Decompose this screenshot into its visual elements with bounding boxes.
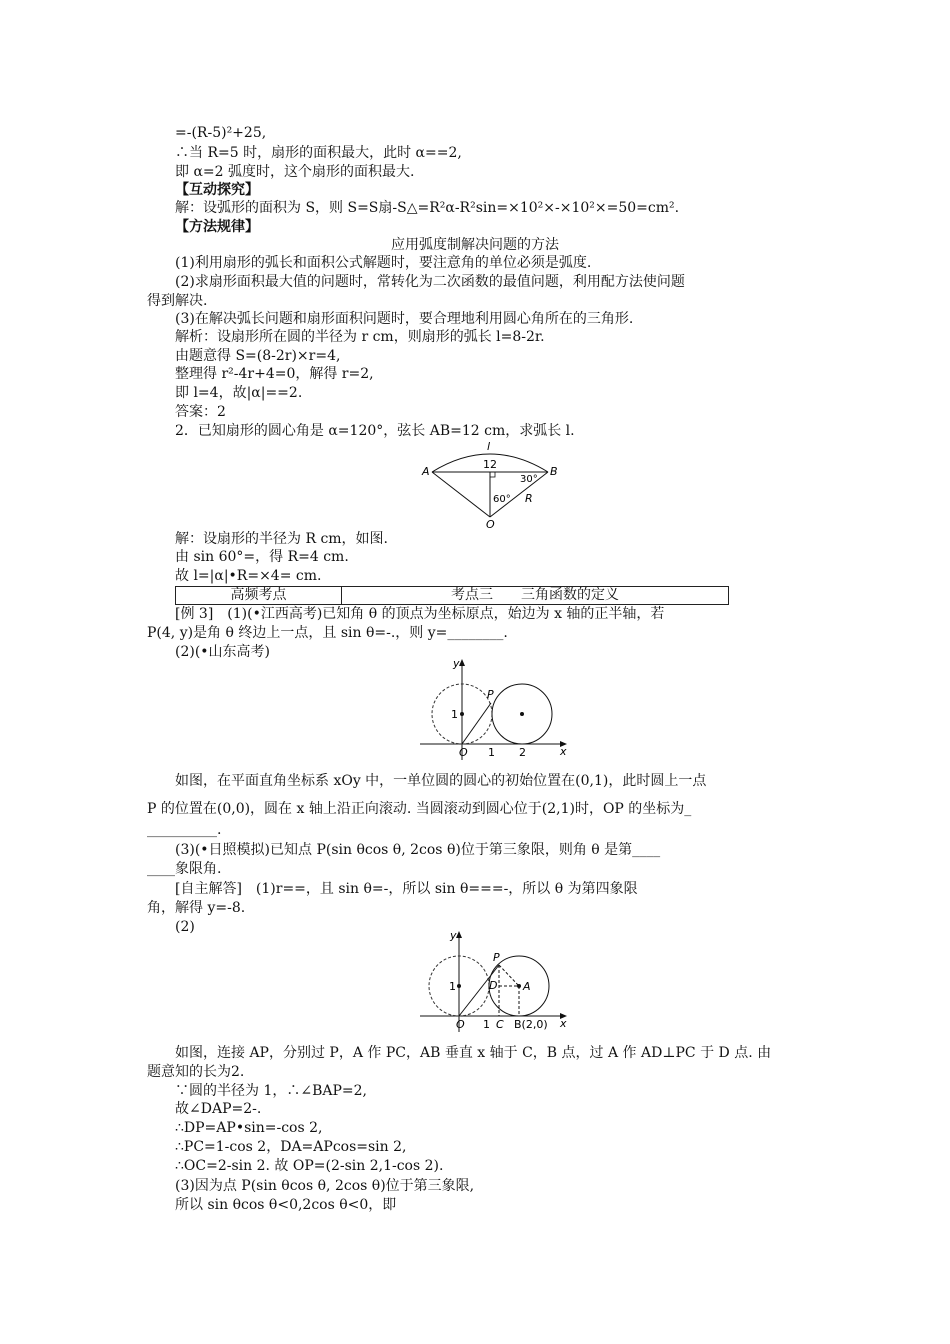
y-axis-label: y — [453, 657, 460, 670]
table-cell: 高频考点 — [176, 587, 342, 604]
text-line: (3)(•日照模拟)已知点 P(sin θcos θ, 2cos θ)位于第三象限，则角 θ 是第____ — [175, 842, 661, 858]
text-line: 即 α=2 弧度时，这个扇形的面积最大. — [175, 164, 415, 180]
text-line: 故∠DAP=2-. — [175, 1101, 262, 1117]
text-line: [例 3] (1)(•江西高考)已知角 θ 的顶点为坐标原点，始边为 x 轴的正半轴，若 — [175, 606, 665, 622]
arc-label: l — [487, 440, 491, 453]
point-b-label: B(2,0) — [514, 1018, 548, 1031]
text-line: 角，解得 y=-8. — [147, 900, 246, 916]
section-heading: 【方法规律】 — [175, 219, 259, 235]
point-d-label: D — [489, 979, 498, 992]
origin-label: O — [459, 746, 468, 759]
text-line: P 的位置在(0,0)，圆在 x 轴上沿正向滚动. 当圆滚动到圆心位于(2,1)时，OP 的坐标为_ — [147, 801, 692, 817]
text-line: __________. — [147, 822, 222, 838]
text-line: 得到解决. — [147, 293, 208, 309]
text-line: [自主解答] (1)r==，且 sin θ=-，所以 sin θ===-，所以 θ 为第四象限 — [175, 881, 638, 897]
text-line: ∴PC=1-cos 2，DA=APcos=sin 2, — [175, 1139, 407, 1155]
text-line: 由题意得 S=(8-2r)×r=4, — [175, 348, 341, 364]
angle-60-label: 60° — [493, 494, 511, 505]
text-line: 故 l=|α|•R=×4= cm. — [175, 568, 322, 584]
text-line: (2)(•山东高考) — [175, 644, 271, 660]
text-line: ∴当 R=5 时，扇形的面积最大，此时 α==2, — [175, 145, 462, 161]
section-heading: 【互动探究】 — [175, 182, 259, 198]
x-axis-label: x — [560, 1017, 567, 1030]
rolling-circle-solution-figure — [415, 928, 575, 1040]
point-a-label: A — [422, 465, 430, 478]
topic-header-table — [175, 586, 729, 605]
text-line: 如图，连接 AP，分别过 P，A 作 PC，AB 垂直 x 轴于 C，B 点，过 A 作 AD⊥PC 于 D 点. 由 — [175, 1045, 772, 1061]
text-line: 解：设扇形的半径为 R cm，如图. — [175, 531, 389, 547]
radius-label: R — [525, 492, 533, 505]
text-line: 整理得 r²-4r+4=0，解得 r=2, — [175, 366, 374, 382]
angle-30-label: 30° — [520, 474, 538, 485]
method-title: 应用弧度制解决问题的方法 — [391, 237, 559, 253]
text-line: 解析：设扇形所在圆的半径为 r cm，则扇形的弧长 l=8-2r. — [175, 329, 545, 345]
point-c-label: C — [496, 1018, 504, 1031]
text-line: 即 l=4，故|α|==2. — [175, 385, 303, 401]
text-line: P(4, y)是角 θ 终边上一点，且 sin θ=-.，则 y=________. — [147, 625, 508, 641]
y-axis-label: y — [450, 929, 457, 942]
y-tick-label: 1 — [451, 708, 458, 721]
chord-length-label: 12 — [483, 458, 497, 471]
sector-figure — [415, 440, 575, 530]
x-axis-label: x — [560, 745, 567, 758]
text-line: ____象限角. — [147, 861, 222, 877]
x-tick-label: 1 — [483, 1018, 490, 1031]
point-a-label: A — [523, 980, 531, 993]
rolling-circle-figure — [415, 656, 575, 768]
text-line: 答案：2 — [175, 404, 226, 420]
x-tick-label: 2 — [519, 746, 526, 759]
origin-label: O — [456, 1018, 465, 1031]
text-line: 由 sin 60°=，得 R=4 cm. — [175, 549, 349, 565]
text-line: (3)在解决弧长问题和扇形面积问题时，要合理地利用圆心角所在的三角形. — [175, 311, 634, 327]
x-tick-label: 1 — [488, 746, 495, 759]
text-line: ∴DP=AP•sin=-cos 2, — [175, 1120, 323, 1136]
text-line: (2) — [175, 919, 195, 935]
point-p-label: P — [487, 688, 494, 701]
y-tick-label: 1 — [449, 980, 456, 993]
text-line: 所以 sin θcos θ<0,2cos θ<0，即 — [175, 1197, 397, 1213]
text-line: 题意知的长为2. — [147, 1064, 245, 1080]
text-line: (3)因为点 P(sin θcos θ, 2cos θ)位于第三象限, — [175, 1178, 475, 1194]
text-line: ∴OC=2-sin 2. 故 OP=(2-sin 2,1-cos 2). — [175, 1158, 444, 1174]
text-line: 2．已知扇形的圆心角是 α=120°，弦长 AB=12 cm，求弧长 l. — [175, 423, 575, 439]
point-b-label: B — [550, 465, 558, 478]
table-cell: 考点三 三角函数的定义 — [451, 587, 619, 603]
text-line: ∵圆的半径为 1，∴∠BAP=2, — [175, 1083, 367, 1099]
point-p-label: P — [493, 951, 500, 964]
text-line: 解：设弧形的面积为 S，则 S=S扇-S△=R²α-R²sin=×10²×-×10²×=50=cm². — [175, 200, 680, 216]
text-line: =-(R-5)²+25, — [175, 125, 267, 141]
text-line: (2)求扇形面积最大值的问题时，常转化为二次函数的最值问题，利用配方法使问题 — [175, 274, 685, 290]
text-line: 如图，在平面直角坐标系 xOy 中，一单位圆的圆心的初始位置在(0,1)，此时圆上一点 — [175, 773, 707, 789]
point-o-label: O — [486, 518, 495, 530]
text-line: (1)利用扇形的弧长和面积公式解题时，要注意角的单位必须是弧度. — [175, 255, 592, 271]
